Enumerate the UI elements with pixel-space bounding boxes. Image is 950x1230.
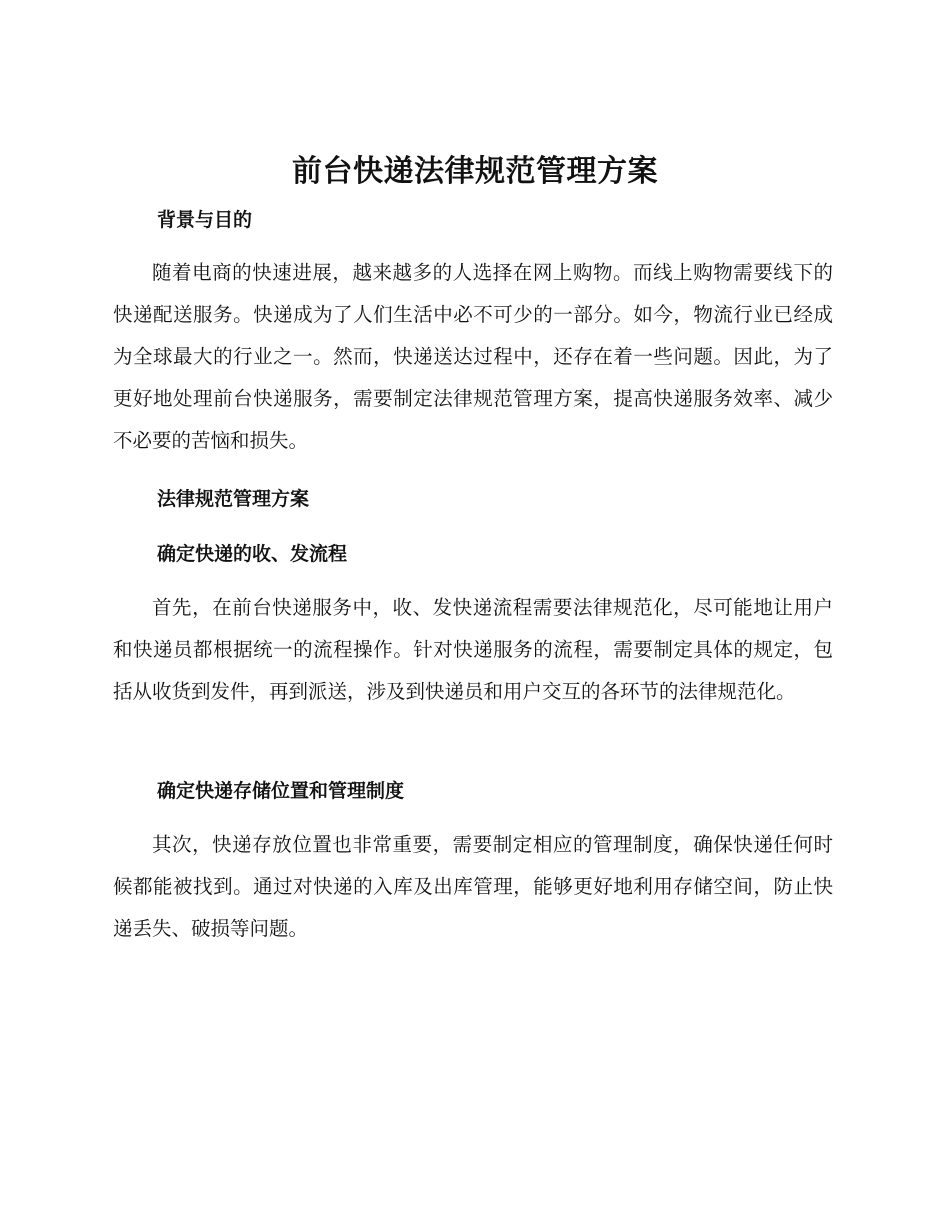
document-title: 前台快递法律规范管理方案 — [292, 154, 658, 189]
section-heading-plan: 法律规范管理方案 — [157, 488, 310, 510]
section-heading-storage: 确定快递存储位置和管理制度 — [157, 780, 405, 802]
section-heading-workflow: 确定快递的收、发流程 — [157, 543, 348, 565]
section-heading-background: 背景与目的 — [157, 209, 253, 231]
paragraph-workflow: 首先，在前台快递服务中，收、发快递流程需要法律规范化，尽可能地让用户和快递员都根据统一的流程操作。针对快递服务的流程，需要制定具体的规定，包括从收货到发件，再到派送，涉及到快递员和用户交互的各环节的法律规范化。 — [113, 596, 833, 703]
paragraph-storage: 其次，快递存放位置也非常重要，需要制定相应的管理制度，确保快递任何时候都能被找到。通过对快递的入库及出库管理，能够更好地利用存储空间，防止快递丢失、破损等问题。 — [113, 833, 833, 940]
paragraph-background: 随着电商的快速进展，越来越多的人选择在网上购物。而线上购物需要线下的快递配送服务。快递成为了人们生活中必不可少的一部分。如今，物流行业已经成为全球最大的行业之一。然而，快递送达过程中，还存在着一些问题。因此，为了更好地处理前台快递服务，需要制定法律规范管理方案，提高快递服务效率、减少不必要的苦恼和损失。 — [113, 261, 833, 452]
